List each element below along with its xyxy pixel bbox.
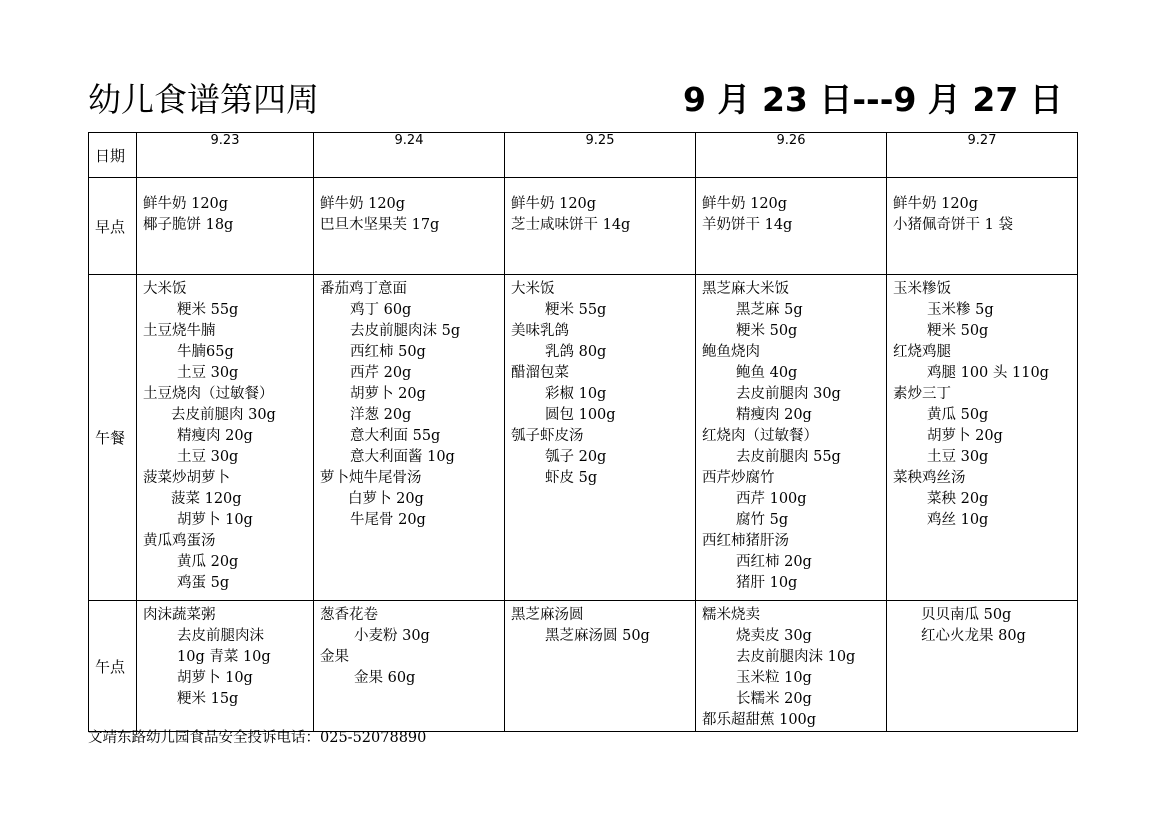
menu-line: 鲜牛奶 120g	[511, 196, 597, 212]
breakfast-row	[89, 178, 1078, 275]
menu-line: 羊奶饼干 14g	[702, 217, 793, 233]
dish-name: 醋溜包菜	[511, 365, 569, 381]
ingredient: 鲍鱼 40g	[736, 365, 798, 381]
menu-line: 鲜牛奶 120g	[893, 196, 979, 212]
snack-cell	[137, 601, 313, 710]
ingredient: 胡萝卜 10g	[177, 670, 253, 686]
dish-name: 玉米糁饭	[893, 281, 951, 297]
dish-name: 黑芝麻汤圆	[511, 607, 584, 623]
ingredient: 腐竹 5g	[736, 512, 789, 528]
ingredient: 意大利面酱 10g	[350, 449, 455, 465]
lunch-cell	[505, 275, 695, 489]
ingredient: 菜秧 20g	[927, 491, 989, 507]
dish-name: 黄瓜鸡蛋汤	[143, 533, 216, 549]
breakfast-cell	[887, 178, 1077, 236]
ingredient: 去皮前腿肉沫	[177, 628, 264, 644]
ingredient: 土豆 30g	[927, 449, 989, 465]
date-range: 9 月 23 日---9 月 27 日	[683, 80, 1063, 119]
ingredient: 玉米粒 10g	[736, 670, 812, 686]
dish-name: 西芹炒腐竹	[702, 470, 775, 486]
ingredient: 粳米 50g	[736, 323, 798, 339]
dish-name: 美味乳鸽	[511, 323, 569, 339]
ingredient: 小麦粉 30g	[354, 628, 430, 644]
ingredient: 胡萝卜 20g	[350, 386, 426, 402]
ingredient: 鸡蛋 5g	[177, 575, 230, 591]
ingredient: 彩椒 10g	[545, 386, 607, 402]
ingredient: 洋葱 20g	[350, 407, 412, 423]
dish-name: 黑芝麻大米饭	[702, 281, 789, 297]
ingredient: 乳鸽 80g	[545, 344, 607, 360]
menu-line: 巴旦木坚果芙 17g	[320, 217, 440, 233]
snack-row	[89, 601, 1078, 732]
dish-name: 土豆烧肉（过敏餐）	[143, 386, 274, 402]
ingredient: 意大利面 55g	[350, 428, 441, 444]
ingredient: 玉米糁 5g	[927, 302, 994, 318]
dish-name: 菜秧鸡丝汤	[893, 470, 966, 486]
ingredient: 土豆 30g	[177, 365, 239, 381]
dish-name: 大米饭	[143, 281, 187, 297]
day-header: 9.26	[696, 133, 887, 178]
ingredient: 西红柿 20g	[736, 554, 812, 570]
day-header: 9.23	[137, 133, 314, 178]
breakfast-cell	[314, 178, 504, 236]
snack-cell	[887, 601, 1077, 647]
ingredient: 鸡丝 10g	[927, 512, 989, 528]
menu-line: 小猪佩奇饼干 1 袋	[893, 217, 1013, 233]
menu-line: 椰子脆饼 18g	[143, 217, 234, 233]
ingredient: 牛腩65g	[177, 344, 234, 360]
menu-line: 鲜牛奶 120g	[320, 196, 406, 212]
dish-name: 土豆烧牛腩	[143, 323, 216, 339]
ingredient: 虾皮 5g	[545, 470, 598, 486]
breakfast-cell	[696, 178, 886, 236]
dish-name: 瓠子虾皮汤	[511, 428, 584, 444]
menu-line: 芝士咸味饼干 14g	[511, 217, 631, 233]
ingredient: 去皮前腿肉沫 10g	[736, 649, 856, 665]
dish-name: 都乐超甜蕉 100g	[702, 712, 817, 728]
dish-name: 红烧鸡腿	[893, 344, 951, 360]
dish-name: 红烧肉（过敏餐）	[702, 428, 818, 444]
dish-name: 大米饭	[511, 281, 555, 297]
ingredient: 黄瓜 50g	[927, 407, 989, 423]
ingredient: 菠菜 120g	[171, 491, 242, 507]
lunch-cell	[314, 275, 504, 531]
ingredient: 黄瓜 20g	[177, 554, 239, 570]
ingredient: 粳米 50g	[927, 323, 989, 339]
menu-line: 鲜牛奶 120g	[702, 196, 788, 212]
lunch-label: 午餐	[89, 275, 137, 601]
day-header: 9.25	[505, 133, 696, 178]
ingredient: 粳米 15g	[177, 691, 239, 707]
breakfast-cell	[137, 178, 313, 236]
ingredient: 精瘦肉 20g	[177, 428, 253, 444]
dish-name: 萝卜炖牛尾骨汤	[320, 470, 422, 486]
ingredient: 金果 60g	[354, 670, 416, 686]
ingredient: 10g 青菜 10g	[177, 649, 271, 665]
dish-name: 番茄鸡丁意面	[320, 281, 407, 297]
breakfast-label: 早点	[89, 178, 137, 275]
menu-table	[88, 132, 1078, 732]
day-header: 9.27	[887, 133, 1078, 178]
ingredient: 胡萝卜 10g	[177, 512, 253, 528]
day-header: 9.24	[314, 133, 505, 178]
ingredient: 烧卖皮 30g	[736, 628, 812, 644]
ingredient: 白萝卜 20g	[348, 491, 424, 507]
ingredient: 牛尾骨 20g	[350, 512, 426, 528]
ingredient: 去皮前腿肉沫 5g	[350, 323, 461, 339]
dish-name: 糯米烧卖	[702, 607, 760, 623]
menu-line: 鲜牛奶 120g	[143, 196, 229, 212]
complaint-hotline: 文靖东路幼儿园食品安全投诉电话：025-52078890	[88, 730, 427, 746]
ingredient: 圆包 100g	[545, 407, 616, 423]
ingredient: 黑芝麻汤圆 50g	[545, 628, 650, 644]
ingredient: 西红柿 50g	[350, 344, 426, 360]
snack-cell	[696, 601, 886, 731]
dish-name: 西红柿猪肝汤	[702, 533, 789, 549]
breakfast-cell	[505, 178, 695, 236]
ingredient: 去皮前腿肉 30g	[736, 386, 841, 402]
lunch-cell	[696, 275, 886, 594]
dish-name: 肉沫蔬菜粥	[143, 607, 216, 623]
ingredient: 猪肝 10g	[736, 575, 798, 591]
snack-cell	[505, 601, 695, 647]
ingredient: 土豆 30g	[177, 449, 239, 465]
date-header-label: 日期	[89, 133, 137, 178]
ingredient: 红心火龙果 80g	[921, 628, 1026, 644]
ingredient: 黑芝麻 5g	[736, 302, 803, 318]
dish-name: 素炒三丁	[893, 386, 951, 402]
dish-name: 葱香花卷	[320, 607, 378, 623]
ingredient: 瓠子 20g	[545, 449, 607, 465]
lunch-row	[89, 275, 1078, 601]
ingredient: 长糯米 20g	[736, 691, 812, 707]
snack-cell	[314, 601, 504, 689]
ingredient: 西芹 20g	[350, 365, 412, 381]
ingredient: 去皮前腿肉 55g	[736, 449, 841, 465]
ingredient: 鸡丁 60g	[350, 302, 412, 318]
ingredient: 鸡腿 100 头 110g	[927, 365, 1049, 381]
ingredient: 贝贝南瓜 50g	[921, 607, 1012, 623]
date-row	[89, 133, 1078, 178]
page-title: 幼儿食谱第四周	[88, 80, 319, 119]
dish-name: 鲍鱼烧肉	[702, 344, 760, 360]
ingredient: 粳米 55g	[177, 302, 239, 318]
ingredient: 精瘦肉 20g	[736, 407, 812, 423]
dish-name: 金果	[320, 649, 349, 665]
ingredient: 胡萝卜 20g	[927, 428, 1003, 444]
ingredient: 去皮前腿肉 30g	[171, 407, 276, 423]
lunch-cell	[137, 275, 313, 594]
lunch-cell	[887, 275, 1077, 531]
ingredient: 粳米 55g	[545, 302, 607, 318]
snack-label: 午点	[89, 601, 137, 732]
ingredient: 西芹 100g	[736, 491, 807, 507]
dish-name: 菠菜炒胡萝卜	[143, 470, 230, 486]
